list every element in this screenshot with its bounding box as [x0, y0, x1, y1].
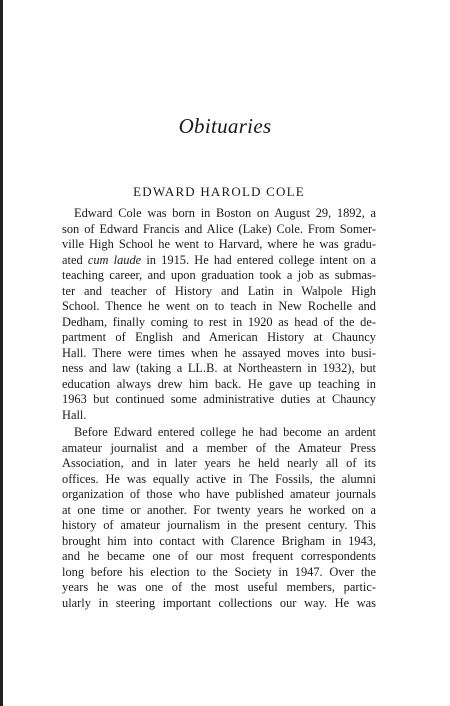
text-line: offices. He was equally active in The Fossils, the alumni [62, 471, 376, 486]
text-line: years he was one of the most useful members, partic- [62, 580, 376, 594]
text-line: ville High School he went to Harvard, where he was gradu- [62, 237, 376, 251]
text-line: amateur journalist and a member of the Amateur Press [62, 440, 376, 455]
text-line: and he became one of our most frequent correspondents [62, 549, 376, 563]
text-line: 1963 but continued some administrative duties at Chauncy [62, 392, 376, 406]
text-line: organization of those who have published amateur journals [62, 487, 376, 501]
text-line: ularly in steering important collections our way. He was [62, 595, 376, 610]
text-line-with-italic: ated cum laude in 1915. He had entered college intent on a [62, 252, 376, 267]
text-line: brought him into contact with Clarence Brigham in 1943, [62, 533, 376, 548]
paragraph-1 [62, 206, 376, 423]
text-line: education always drew him back. He gave up teaching in [62, 376, 376, 391]
text-line: at one time or another. For twenty years he worked on a [62, 502, 376, 517]
text-line: Association, and in later years he held nearly all of its [62, 456, 376, 470]
text-line: Hall. [62, 407, 87, 422]
section-title: Obituaries [178, 114, 272, 138]
text-line: long before his election to the Society in 1947. Over the [62, 564, 376, 579]
text-line: teaching career, and upon graduation took a job as submas- [62, 268, 376, 282]
obituary-name-heading: EDWARD HAROLD COLE [133, 184, 305, 199]
paragraph-2 [62, 425, 376, 611]
text-line: Dedham, finally coming to rest in 1920 as head of the de- [62, 314, 376, 329]
text-line: ter and teacher of History and Latin in Walpole High [62, 283, 376, 298]
text-line: Edward Cole was born in Boston on August 29, 1892, a [74, 206, 376, 220]
text-line: son of Edward Francis and Alice (Lake) Cole. From Somer- [62, 221, 376, 236]
text-line: history of amateur journalism in the present century. This [62, 518, 376, 532]
text-line: School. Thence he went on to teach in New Rochelle and [62, 299, 376, 313]
text-line: Hall. There were times when he assayed moves into busi- [62, 345, 376, 360]
text-line: ness and law (taking a LL.B. at Northeastern in 1932), but [62, 361, 376, 375]
italic-phrase: cum laude [87, 252, 142, 267]
text-line: Before Edward entered college he had become an ardent [74, 425, 376, 439]
obituary-article [62, 184, 376, 611]
text-line: partment of English and American History at Chauncy [62, 330, 376, 344]
page-edge-shadow [0, 0, 3, 706]
